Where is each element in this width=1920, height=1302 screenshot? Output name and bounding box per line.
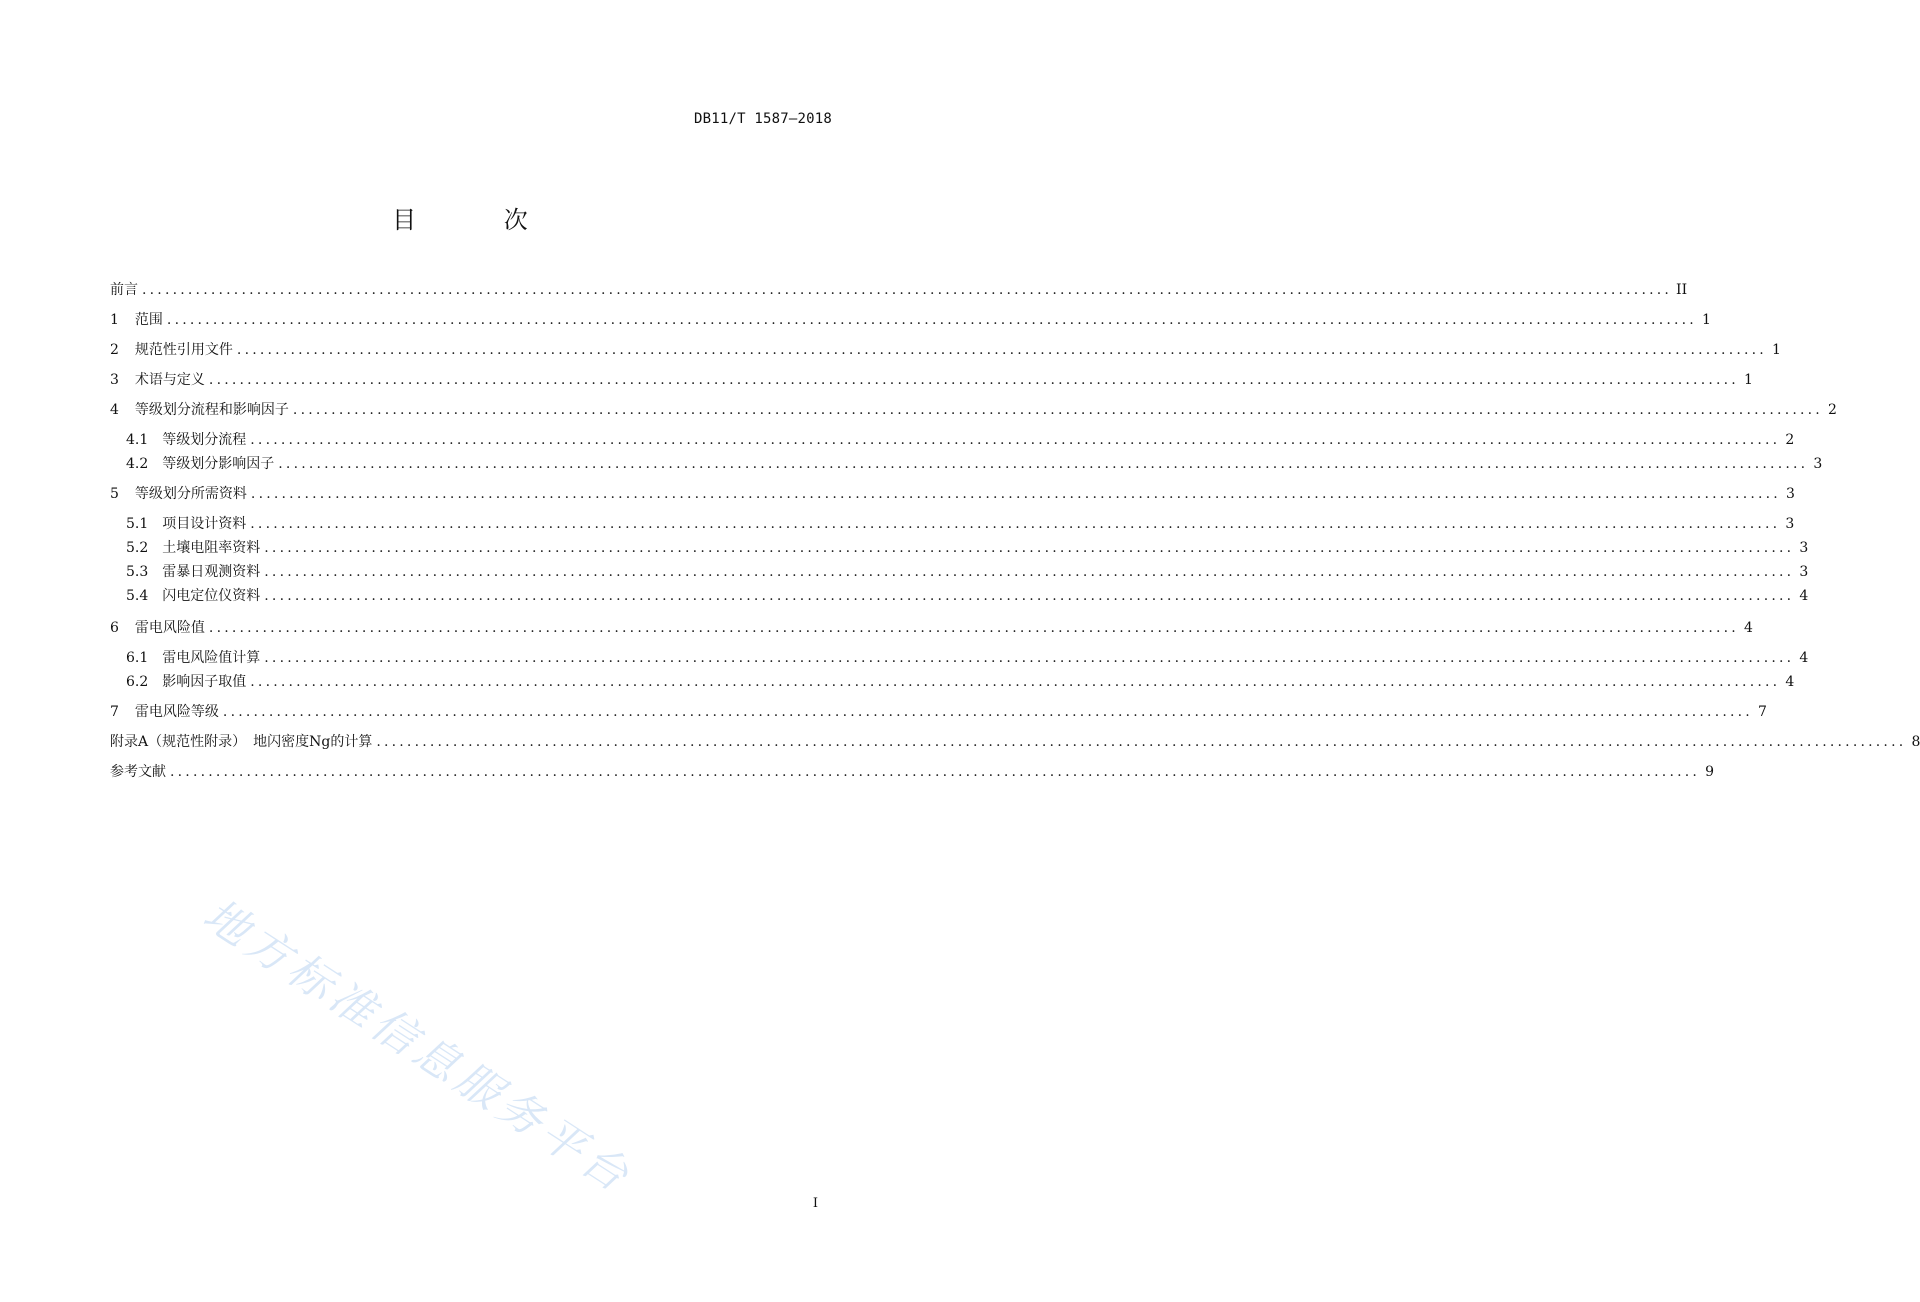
toc-entry[interactable] <box>110 280 1688 300</box>
toc-entry-label: 范围 <box>134 312 163 328</box>
toc-entry-page: 3 <box>1799 540 1809 556</box>
toc-entry-label: 等级划分流程 <box>162 432 247 448</box>
toc-leader-dots: ........................................................................................................................................................................................................ <box>264 564 1795 580</box>
toc-entry-number: 3 <box>110 372 119 388</box>
toc-entry-label: 前言 <box>110 282 138 298</box>
toc-entry[interactable] <box>110 618 1753 638</box>
document-number: DB11/T 1587—2018 <box>693 111 832 127</box>
toc-entry-page: 1 <box>1702 312 1711 328</box>
toc-leader-dots: ........................................................................................................................................................................................................ <box>142 282 1673 298</box>
toc-entry-number: 6.2 <box>126 674 149 690</box>
toc-leader-dots: ........................................................................................................................................................................................................ <box>264 540 1795 556</box>
toc-leader-dots: ........................................................................................................................................................................................................ <box>170 764 1701 780</box>
toc-entry-number: 5.1 <box>126 516 149 532</box>
toc-entry-number: 7 <box>110 704 119 720</box>
toc-entry-page: 3 <box>1785 516 1795 532</box>
toc-entry-page: 3 <box>1799 564 1809 580</box>
toc-entry-label: 项目设计资料 <box>162 516 247 532</box>
toc-leader-dots: ........................................................................................................................................................................................................ <box>376 734 1907 750</box>
toc-leader-dots: ........................................................................................................................................................................................................ <box>264 650 1795 666</box>
toc-entry-page: 7 <box>1758 704 1767 720</box>
toc-entry-page: 1 <box>1772 342 1781 358</box>
toc-entry-number: 5.3 <box>126 564 149 580</box>
toc-entry-page: 1 <box>1744 372 1753 388</box>
toc-leader-dots: ........................................................................................................................................................................................................ <box>250 674 1781 690</box>
toc-entry-number: 1 <box>110 312 119 328</box>
toc-entry-number: 5.4 <box>126 588 149 604</box>
toc-entry-page: II <box>1676 282 1688 298</box>
watermark-text: 地方标准信息服务平台 <box>194 889 642 1205</box>
toc-entry-label: 闪电定位仪资料 <box>162 588 261 604</box>
toc-entry-page: 4 <box>1799 588 1809 604</box>
toc-entry-label: 雷电风险等级 <box>134 704 219 720</box>
toc-entry-label: 规范性引用文件 <box>134 342 233 358</box>
toc-entry-page: 2 <box>1785 432 1795 448</box>
toc-entry[interactable] <box>126 514 1795 534</box>
toc-entry-page: 2 <box>1828 402 1837 418</box>
toc-entry-label: 参考文献 <box>110 764 166 780</box>
toc-leader-dots: ........................................................................................................................................................................................................ <box>264 588 1795 604</box>
toc-entry[interactable] <box>126 586 1809 606</box>
toc-entry[interactable] <box>126 538 1809 558</box>
toc-entry-page: 9 <box>1705 764 1715 780</box>
toc-entry[interactable] <box>110 400 1837 420</box>
toc-entry[interactable] <box>126 672 1795 692</box>
toc-entry-label: 术语与定义 <box>134 372 205 388</box>
page-title: 目 次 <box>392 206 568 234</box>
toc-entry-page: 4 <box>1744 620 1753 636</box>
toc-entry-label: 雷电风险值 <box>134 620 205 636</box>
toc-leader-dots: ........................................................................................................................................................................................................ <box>166 312 1697 328</box>
toc-leader-dots: ........................................................................................................................................................................................................ <box>278 456 1809 472</box>
page-folio: I <box>812 1196 818 1211</box>
toc-entry[interactable] <box>110 340 1781 360</box>
toc-entry-page: 4 <box>1799 650 1809 666</box>
toc-entry-page: 4 <box>1785 674 1795 690</box>
toc-entry[interactable] <box>110 702 1767 722</box>
toc-leader-dots: ........................................................................................................................................................................................................ <box>250 486 1781 502</box>
toc-leader-dots: ........................................................................................................................................................................................................ <box>222 704 1753 720</box>
toc-entry-page: 8 <box>1911 734 1920 750</box>
toc-entry-number: 4.2 <box>126 456 149 472</box>
toc-entry-number: 6 <box>110 620 119 636</box>
toc-entry-number: 2 <box>110 342 119 358</box>
toc-entry-label: 等级划分影响因子 <box>162 456 275 472</box>
toc-entry-number: 5 <box>110 486 119 502</box>
toc-entry[interactable] <box>126 648 1809 668</box>
toc-entry[interactable] <box>110 370 1753 390</box>
toc-leader-dots: ........................................................................................................................................................................................................ <box>292 402 1823 418</box>
toc-entry-label: 附录A（规范性附录） 地闪密度Ng的计算 <box>110 734 373 750</box>
toc-entry[interactable] <box>126 454 1823 474</box>
toc-entry-label: 雷电风险值计算 <box>162 650 261 666</box>
toc-entry-number: 6.1 <box>126 650 149 666</box>
toc-leader-dots: ........................................................................................................................................................................................................ <box>208 372 1739 388</box>
toc-entry-page: 3 <box>1786 486 1795 502</box>
toc-leader-dots: ........................................................................................................................................................................................................ <box>250 432 1781 448</box>
toc-entry[interactable] <box>110 310 1711 330</box>
toc-entry-label: 等级划分所需资料 <box>134 486 247 502</box>
toc-entry-page: 3 <box>1813 456 1823 472</box>
toc-entry[interactable] <box>126 562 1809 582</box>
toc-entry-label: 等级划分流程和影响因子 <box>134 402 289 418</box>
toc-entry[interactable] <box>110 732 1920 752</box>
toc-entry[interactable] <box>110 484 1795 504</box>
toc-entry-number: 4.1 <box>126 432 149 448</box>
toc-entry-number: 5.2 <box>126 540 149 556</box>
toc-entry-label: 土壤电阻率资料 <box>162 540 261 556</box>
toc-entry[interactable] <box>110 762 1715 782</box>
toc-leader-dots: ........................................................................................................................................................................................................ <box>208 620 1739 636</box>
toc-entry[interactable] <box>126 430 1795 450</box>
toc-entry-label: 影响因子取值 <box>162 674 247 690</box>
toc-leader-dots: ........................................................................................................................................................................................................ <box>250 516 1781 532</box>
toc-leader-dots: ........................................................................................................................................................................................................ <box>236 342 1767 358</box>
toc-entry-number: 4 <box>110 402 119 418</box>
toc-entry-label: 雷暴日观测资料 <box>162 564 261 580</box>
